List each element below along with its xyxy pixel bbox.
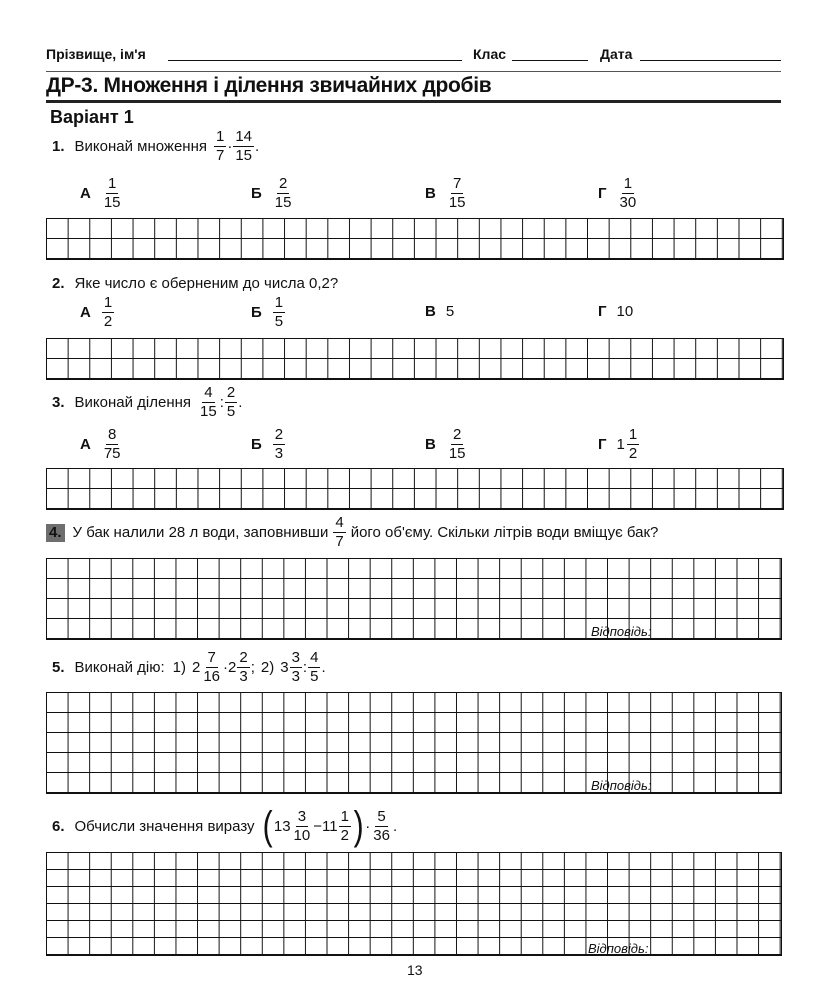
answer-grid-2[interactable] — [46, 338, 784, 380]
option-value: 5 — [445, 303, 455, 320]
fraction: $\frac{1}{5}$ — [274, 294, 284, 330]
fraction: $\frac{1}{15}$ — [103, 175, 121, 211]
operator: : — [219, 394, 224, 411]
title-rule — [46, 100, 781, 103]
option-letter: Г — [598, 185, 607, 202]
whole-part: 11 — [322, 817, 338, 835]
fraction: $\frac{2}{15}$ — [448, 426, 466, 462]
fraction: $\frac{4}{15}$ — [200, 384, 217, 420]
operator: · — [227, 138, 233, 155]
part-label: 2) — [260, 659, 275, 676]
date-label: Дата — [600, 46, 633, 62]
answer-grid-3[interactable] — [46, 468, 784, 510]
period: . — [321, 659, 326, 676]
option-a[interactable] — [80, 426, 124, 463]
operator: : — [302, 659, 308, 676]
right-paren: ) — [353, 804, 364, 848]
option-v[interactable] — [425, 175, 469, 212]
question-6 — [52, 806, 397, 846]
fraction: $\frac{2}{15}$ — [274, 175, 292, 211]
fraction: $\frac{4}{7}$ — [335, 514, 344, 550]
fraction: $\frac{4}{5}$ — [310, 649, 319, 685]
fraction: $\frac{2}{3}$ — [274, 426, 284, 462]
name-field[interactable] — [168, 60, 462, 61]
variant-label: Варіант 1 — [50, 107, 134, 127]
fraction: $\frac{7}{15}$ — [448, 175, 466, 211]
fraction: $\frac{14}{15}$ — [235, 128, 253, 164]
option-g[interactable] — [598, 426, 640, 463]
class-field[interactable] — [512, 60, 588, 61]
fraction: $\frac{5}{36}$ — [373, 807, 390, 844]
separator: ; — [250, 659, 255, 676]
question-4 — [46, 514, 658, 551]
question-3 — [52, 384, 242, 421]
whole-part: 1 — [616, 436, 625, 453]
question-number: 6. — [52, 817, 65, 835]
question-text: Обчисли значення виразу — [74, 817, 255, 835]
fraction: $\frac{1}{2}$ — [103, 294, 113, 330]
whole-part: 13 — [273, 817, 291, 835]
fraction: $\frac{8}{75}$ — [103, 426, 121, 462]
question-number: 1. — [52, 138, 65, 155]
question-number-highlight: 4. — [46, 524, 65, 542]
fraction: $\frac{3}{3}$ — [291, 649, 300, 685]
option-letter: Б — [251, 436, 262, 453]
fraction: $\frac{2}{5}$ — [226, 384, 236, 420]
fraction: $\frac{1}{2}$ — [628, 426, 638, 462]
fraction: $\frac{1}{2}$ — [340, 807, 349, 844]
operator: · — [223, 659, 229, 676]
option-b[interactable] — [251, 175, 294, 212]
page-title: ДР-3. Множення і ділення звичайних дробів — [46, 74, 492, 97]
name-label: Прізвище, ім'я — [46, 46, 146, 62]
question-text: Виконай множення — [74, 138, 207, 155]
period: . — [392, 817, 398, 835]
question-text: Виконай ділення — [74, 394, 192, 411]
fraction: $\frac{1}{7}$ — [215, 128, 225, 164]
left-paren: ( — [262, 804, 273, 848]
page-number: 13 — [407, 962, 423, 978]
question-text: У бак налили 28 л води, заповнивши — [72, 524, 329, 541]
operator: − — [313, 817, 322, 835]
class-label: Клас — [473, 46, 507, 62]
whole-part: 2 — [228, 659, 237, 676]
fraction: $\frac{7}{16}$ — [203, 649, 221, 685]
option-letter: Г — [598, 303, 607, 320]
question-5 — [52, 649, 326, 686]
option-letter: А — [80, 304, 91, 321]
fraction: $\frac{3}{10}$ — [293, 807, 311, 844]
answer-label: Відповідь: — [591, 778, 652, 793]
operator: · — [365, 817, 371, 835]
option-v[interactable] — [425, 426, 469, 463]
option-letter: В — [425, 436, 436, 453]
option-letter: В — [425, 303, 436, 320]
question-text: Яке число є оберненим до числа 0,2? — [74, 275, 339, 292]
question-number: 5. — [52, 659, 65, 676]
answer-label: Відповідь: — [588, 941, 649, 956]
option-letter: Б — [251, 304, 262, 321]
fraction: $\frac{2}{3}$ — [239, 649, 248, 685]
answer-grid-4[interactable] — [46, 558, 782, 640]
period: . — [238, 394, 243, 411]
option-g[interactable] — [598, 175, 639, 212]
option-letter: Г — [598, 436, 607, 453]
date-field[interactable] — [640, 60, 781, 61]
option-letter: Б — [251, 185, 262, 202]
option-a[interactable] — [80, 294, 115, 331]
option-a[interactable] — [80, 175, 124, 212]
question-2 — [52, 275, 338, 292]
fraction: $\frac{1}{30}$ — [619, 175, 637, 211]
option-v[interactable] — [425, 303, 454, 320]
option-value: 10 — [616, 303, 634, 320]
period: . — [255, 138, 260, 155]
part-label: 1) — [172, 659, 186, 676]
question-number: 2. — [52, 275, 65, 292]
whole-part: 2 — [192, 659, 201, 676]
question-text: Виконай дію: — [74, 659, 165, 676]
answer-grid-5[interactable] — [46, 692, 782, 794]
option-letter: В — [425, 185, 436, 202]
whole-part: 3 — [280, 659, 289, 676]
question-number: 3. — [52, 394, 65, 411]
option-letter: А — [80, 185, 91, 202]
title-top-rule — [46, 71, 781, 72]
option-b[interactable] — [251, 294, 286, 331]
answer-label: Відповідь: — [591, 624, 652, 639]
answer-grid-6[interactable] — [46, 852, 782, 956]
answer-grid-1[interactable] — [46, 218, 784, 260]
question-1 — [52, 128, 259, 165]
option-letter: А — [80, 436, 91, 453]
option-g[interactable] — [598, 303, 633, 320]
option-b[interactable] — [251, 426, 286, 463]
question-text-continued: його об'єму. Скільки літрів води вміщує бак? — [350, 524, 659, 541]
